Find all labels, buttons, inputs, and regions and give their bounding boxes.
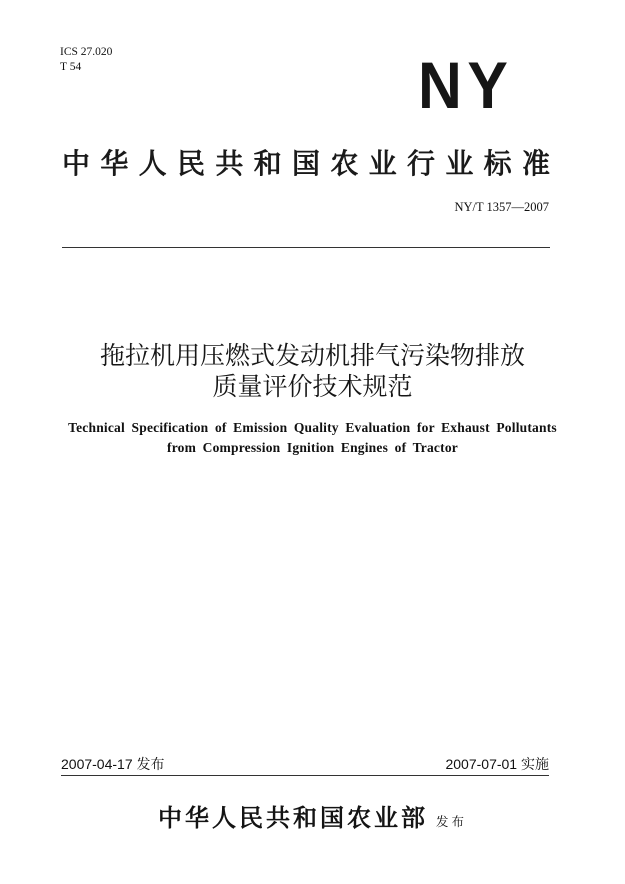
effective-date: 2007-07-01 实施 [445, 756, 549, 772]
standard-type-heading: 中华人民共和国农业行业标准 [62, 147, 550, 180]
classification-codes [60, 45, 112, 75]
header-divider [62, 247, 550, 248]
title-en-line2: from Compression Ignition Engines of Tractor [167, 440, 458, 455]
standard-number: NY/T 1357—2007 [454, 200, 549, 214]
issuer-suffix: 发布 [435, 814, 467, 829]
ccs-code: T 54 [60, 61, 82, 73]
footer-divider [61, 775, 549, 776]
issue-date: 2007-04-17 发布 [61, 756, 165, 772]
issuer [0, 798, 625, 833]
title-zh-line1: 拖拉机用压燃式发动机排气污染物排放 [99, 341, 525, 370]
ny-logo: NY [418, 48, 514, 122]
ics-code: ICS 27.020 [60, 46, 113, 58]
title-zh-line2: 质量评价技术规范 [212, 372, 413, 401]
issuer-name: 中华人民共和国农业部 [157, 803, 428, 832]
title-en-line1: Technical Specification of Emission Quality Evaluation for Exhaust Pollutants [68, 420, 557, 435]
